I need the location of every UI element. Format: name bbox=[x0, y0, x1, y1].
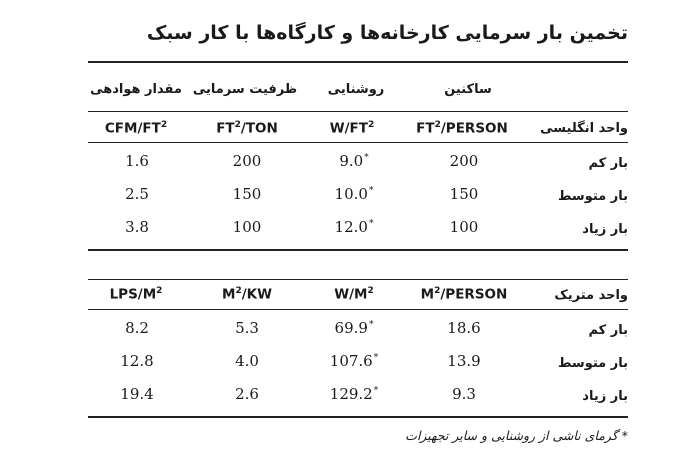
asterisk-mark: * bbox=[368, 219, 374, 229]
metric-airflow-value: 19.4 bbox=[120, 385, 154, 403]
rule-english-units bbox=[88, 142, 628, 143]
metric-lighting-value: 107.6* bbox=[329, 352, 379, 370]
header-lighting: روشنایی bbox=[327, 82, 385, 97]
metric-unit-label: واحد متریک bbox=[554, 288, 628, 303]
english-row-label: بار کم bbox=[588, 156, 628, 171]
rule-bottom bbox=[88, 416, 628, 418]
english-unit-label: واحد انگلیسی bbox=[540, 121, 628, 136]
metric-unit-capacity: $M^2/KW$ bbox=[222, 286, 272, 303]
metric-row-label: بار متوسط bbox=[558, 356, 628, 371]
footnote: * گرمای ناشی از روشنایی و سایر تجهیزات bbox=[405, 428, 628, 443]
metric-occupants-value: 9.3 bbox=[452, 385, 476, 403]
english-occupants-value: 100 bbox=[449, 218, 479, 236]
metric-row-label: بار زیاد bbox=[582, 389, 628, 404]
english-lighting-value: 12.0* bbox=[334, 218, 374, 236]
english-unit-capacity: $FT^2$/TON bbox=[216, 120, 278, 137]
header-occupants: ساکنین bbox=[444, 82, 492, 97]
metric-capacity-value: 4.0 bbox=[235, 352, 259, 370]
rule-english-end bbox=[88, 249, 628, 251]
english-lighting-value: 9.0* bbox=[339, 152, 369, 170]
english-airflow-value: 2.5 bbox=[125, 185, 149, 203]
english-unit-occupants: $FT^2$/PERSON bbox=[416, 120, 508, 137]
metric-lighting-value: 129.2* bbox=[329, 385, 379, 403]
metric-row-label: بار کم bbox=[588, 323, 628, 338]
asterisk-mark: * bbox=[368, 186, 374, 196]
asterisk-mark: * bbox=[368, 320, 374, 330]
asterisk-mark: * bbox=[373, 353, 379, 363]
english-capacity-value: 100 bbox=[232, 218, 262, 236]
english-row-label: بار زیاد bbox=[582, 222, 628, 237]
rule-metric-top bbox=[88, 279, 628, 280]
english-airflow-value: 3.8 bbox=[125, 218, 149, 236]
metric-unit-occupants: $M^2$/PERSON bbox=[420, 286, 508, 303]
asterisk-mark: * bbox=[364, 153, 369, 163]
metric-lighting-value: 69.9* bbox=[334, 319, 374, 337]
english-unit-airflow: CFM/$FT^2$ bbox=[104, 120, 168, 137]
table-title: تخمین بار سرمایی کارخانه‌ها و کارگاه‌ها با کار سبک bbox=[146, 22, 628, 44]
english-row-label: بار متوسط bbox=[558, 189, 628, 204]
english-capacity-value: 150 bbox=[232, 185, 262, 203]
metric-unit-airflow: LPS/$M^2$ bbox=[109, 286, 163, 303]
metric-capacity-value: 2.6 bbox=[235, 385, 259, 403]
rule-header bbox=[88, 111, 628, 112]
english-capacity-value: 200 bbox=[232, 152, 262, 170]
metric-capacity-value: 5.3 bbox=[235, 319, 259, 337]
english-occupants-value: 200 bbox=[449, 152, 479, 170]
english-lighting-value: 10.0* bbox=[334, 185, 374, 203]
english-airflow-value: 1.6 bbox=[125, 152, 149, 170]
header-airflow: مقدار هوادهی bbox=[90, 82, 182, 97]
english-unit-lighting: $W/FT^2$ bbox=[329, 120, 375, 137]
rule-metric-units bbox=[88, 309, 628, 310]
metric-unit-lighting: $W/M^2$ bbox=[334, 286, 374, 303]
header-capacity: ظرفیت سرمایی bbox=[192, 82, 298, 97]
metric-airflow-value: 8.2 bbox=[125, 319, 149, 337]
metric-airflow-value: 12.8 bbox=[120, 352, 154, 370]
metric-occupants-value: 13.9 bbox=[447, 352, 481, 370]
english-occupants-value: 150 bbox=[449, 185, 479, 203]
asterisk-mark: * bbox=[373, 386, 379, 396]
rule-top bbox=[88, 61, 628, 63]
metric-occupants-value: 18.6 bbox=[447, 319, 481, 337]
